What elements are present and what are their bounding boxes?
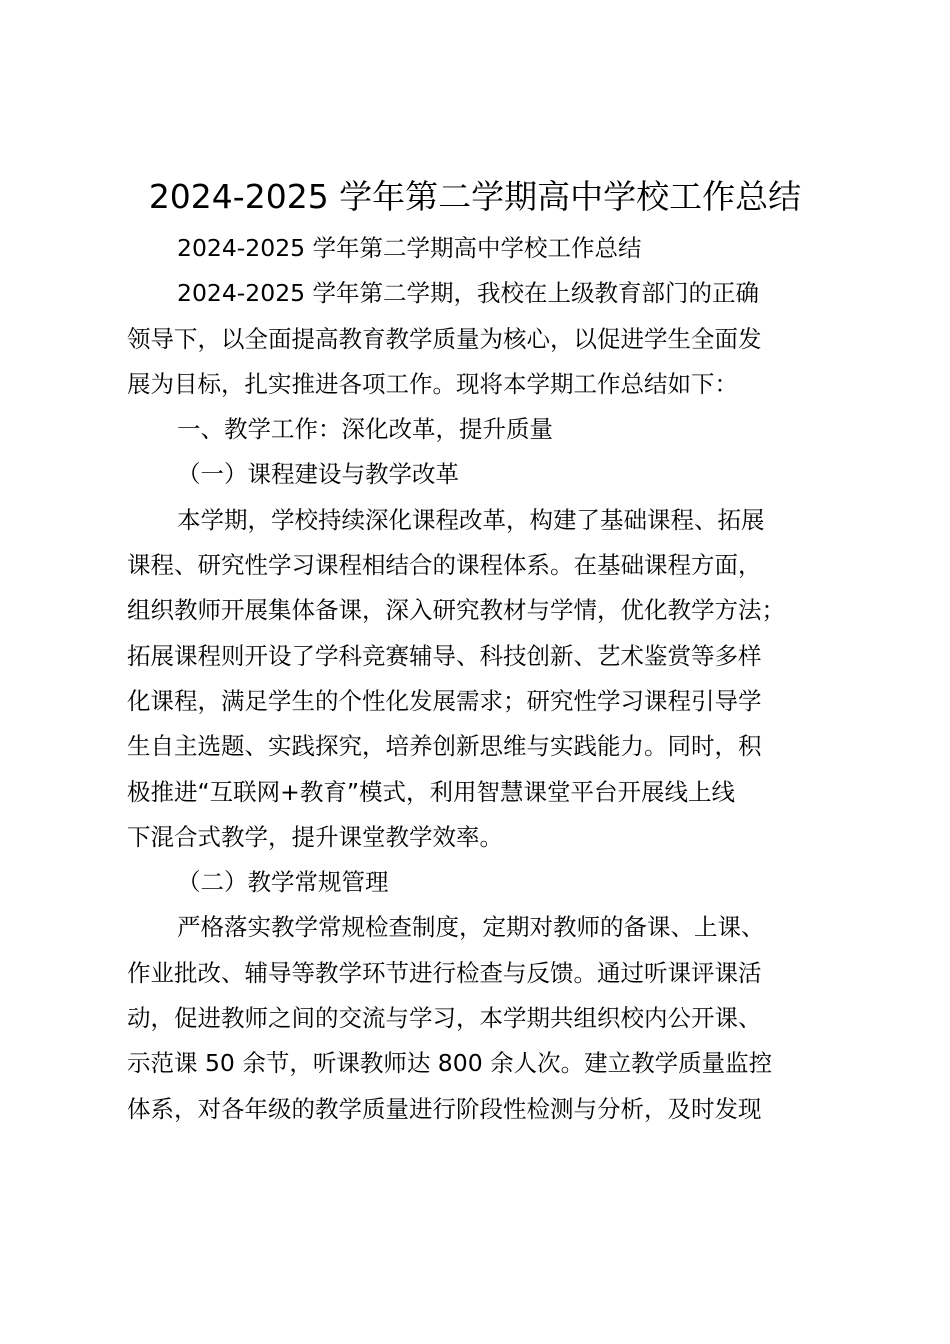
body-line: 动，促进教师之间的交流与学习，本学期共组织校内公开课、: [127, 1004, 762, 1033]
body-line: 课程、研究性学习课程相结合的课程体系。在基础课程方面，: [127, 551, 762, 580]
body-line: 严格落实教学常规检查制度，定期对教师的备课、上课、: [177, 913, 765, 942]
body-line: （一）课程建设与教学改革: [177, 460, 459, 489]
document-title: 2024-2025 学年第二学期高中学校工作总结: [148, 177, 802, 216]
body-line: 下混合式教学，提升课堂教学效率。: [127, 822, 503, 851]
body-line: 作业批改、辅导等教学环节进行检查与反馈。通过听课评课活: [127, 958, 762, 987]
body-line: 2024-2025 学年第二学期高中学校工作总结: [177, 234, 642, 262]
body-line: 极推进“互联网+教育”模式，利用智慧课堂平台开展线上线: [127, 777, 736, 806]
body-line: 拓展课程则开设了学科竞赛辅导、科技创新、艺术鉴赏等多样: [127, 641, 762, 670]
body-line: 组织教师开展集体备课，深入研究教材与学情，优化教学方法；: [127, 596, 785, 625]
body-line: 化课程，满足学生的个性化发展需求；研究性学习课程引导学: [127, 686, 762, 715]
body-line: 2024-2025 学年第二学期，我校在上级教育部门的正确: [177, 279, 760, 308]
body-line: 领导下，以全面提高教育教学质量为核心，以促进学生全面发: [127, 324, 762, 353]
document-body: [127, 226, 833, 1132]
body-line: 本学期，学校持续深化课程改革，构建了基础课程、拓展: [177, 505, 765, 534]
body-line: 体系，对各年级的教学质量进行阶段性检测与分析，及时发现: [127, 1094, 762, 1123]
body-line: （二）教学常规管理: [177, 868, 389, 897]
body-line: 展为目标，扎实推进各项工作。现将本学期工作总结如下：: [127, 369, 738, 398]
body-line: 示范课 50 余节，听课教师达 800 余人次。建立教学质量监控: [127, 1049, 773, 1078]
body-line: 一、教学工作：深化改革，提升质量: [177, 415, 553, 444]
body-line: 生自主选题、实践探究，培养创新思维与实践能力。同时，积: [127, 732, 762, 761]
